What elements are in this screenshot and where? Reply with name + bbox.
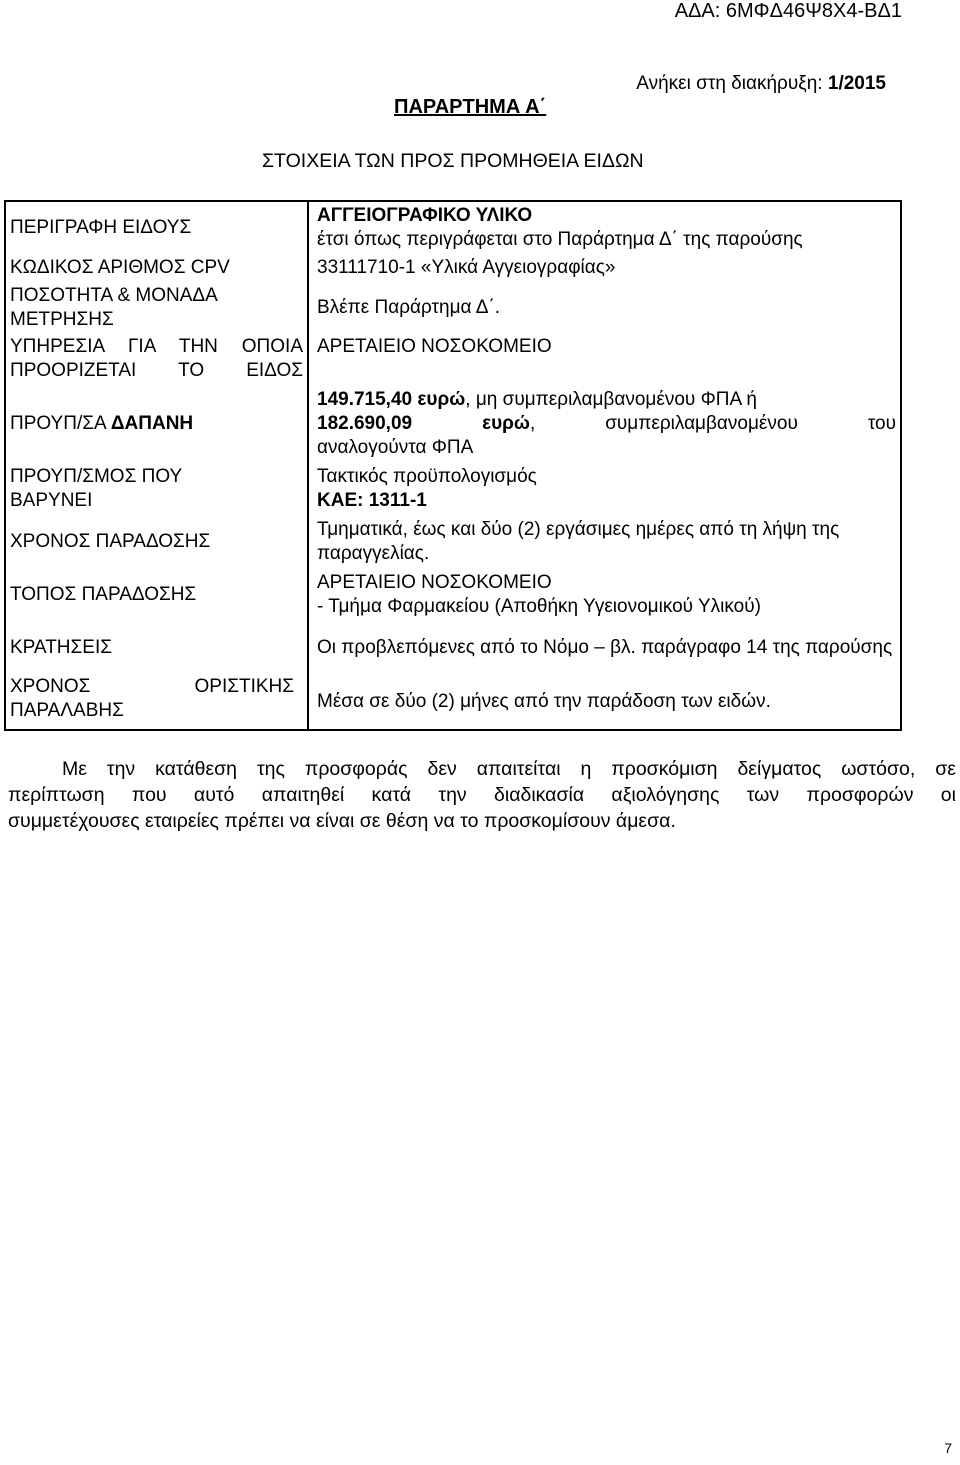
table-row [5, 569, 901, 621]
row-label-bold: ΔΑΠΑΝΗ [110, 413, 194, 434]
item-description: έτσι όπως περιγράφεται στο Παράρτημα Δ΄ της παρούσης [317, 229, 803, 250]
table-row [5, 515, 901, 569]
row-label-text: ΠΡΟΥΠ/ΣΜΟΣ ΠΟΥ ΒΑΡΥΝΕΙ [10, 466, 182, 511]
table-row [5, 675, 901, 730]
currency: ευρώ [482, 413, 530, 434]
table-row [5, 621, 901, 675]
note-line: συμμετέχουσες εταιρείες πρέπει να είναι σε θέση να το προσκομίσουν άμεσα. [8, 810, 676, 832]
tender-reference-value: 1/2015 [827, 73, 886, 94]
table-row [5, 335, 901, 385]
row-label [5, 463, 308, 515]
annex-title: ΠΑΡΑΡΤΗΜΑ Α΄ [394, 96, 547, 118]
delivery-place: ΑΡΕΤΑΙΕΙΟ ΝΟΣΟΚΟΜΕΙΟ [317, 572, 552, 593]
item-name: ΑΓΓΕΙΟΓΡΑΦΙΚΟ ΥΛΙΚΟ [317, 205, 533, 226]
row-label [5, 675, 308, 730]
row-value: Τμηματικά, έως και δύο (2) εργάσιμες ημέρες από τη λήψη της παραγγελίας. [308, 515, 901, 569]
row-value: Βλέπε Παράρτημα Δ΄. [308, 281, 901, 335]
tender-reference-label: Ανήκει στη διακήρυξη: [636, 73, 823, 94]
row-value [308, 201, 901, 254]
row-value: Μέσα σε δύο (2) μήνες από την παράδοση των ειδών. [308, 675, 901, 730]
row-label [5, 335, 308, 385]
row-value [308, 569, 901, 621]
amount-incl-vat: 182.690,09 [317, 413, 413, 434]
amount-note: , συμπεριλαμβανομένου του [529, 413, 897, 434]
row-label: ΚΡΑΤΗΣΕΙΣ [5, 621, 308, 675]
amount-note: , μη συμπεριλαμβανομένου ΦΠΑ ή [465, 389, 757, 410]
table-row [5, 463, 901, 515]
table-row [5, 201, 901, 254]
table-row [5, 281, 901, 335]
ada-code: ΑΔΑ: 6ΜΦΔ46Ψ8Χ4-ΒΔ1 [674, 0, 902, 22]
note-line: περίπτωση που αυτό απαιτηθεί κατά την διαδικασία αξιολόγησης των προσφορών οι [8, 784, 956, 806]
row-value: 33111710-1 «Υλικά Αγγειογραφίας» [308, 254, 901, 281]
tender-reference [636, 73, 886, 95]
row-label: ΠΕΡΙΓΡΑΦΗ ΕΙΔΟΥΣ [5, 201, 308, 254]
specs-table [4, 200, 902, 731]
row-label-text: ΧΡΟΝΟΣ ΟΡΙΣΤΙΚΗΣ ΠΑΡΑΛΑΒΗΣ [10, 676, 294, 721]
note-line: Με την κατάθεση της προσφοράς δεν απαιτείται η προσκόμιση δείγματος ωστόσο, σε [62, 758, 956, 780]
page-number: 7 [944, 1440, 952, 1456]
budget-code: ΚΑΕ: 1311-1 [317, 490, 427, 511]
amount-excl-vat: 149.715,40 [317, 389, 413, 410]
row-value: ΑΡΕΤΑΙΕΙΟ ΝΟΣΟΚΟΜΕΙΟ [308, 335, 901, 385]
table-row [5, 254, 901, 281]
row-label: ΠΟΣΟΤΗΤΑ & ΜΟΝΑΔΑ ΜΕΤΡΗΣΗΣ [5, 281, 308, 335]
currency: ευρώ [417, 389, 466, 410]
row-label-text: ΠΡΟΥΠ/ΣΑ [10, 413, 106, 434]
budget-type: Τακτικός προϋπολογισμός [317, 466, 537, 487]
row-value: Οι προβλεπόμενες από το Νόμο – βλ. παράγραφο 14 της παρούσης [308, 621, 901, 675]
row-label: ΤΟΠΟΣ ΠΑΡΑΔΟΣΗΣ [5, 569, 308, 621]
table-row [5, 385, 901, 463]
amount-note: αναλογούντα ΦΠΑ [317, 437, 474, 458]
row-value [308, 385, 901, 463]
row-label: ΚΩΔΙΚΟΣ ΑΡΙΘΜΟΣ CPV [5, 254, 308, 281]
delivery-department: - Τμήμα Φαρμακείου (Αποθήκη Υγειονομικού Υλικού) [317, 596, 761, 617]
section-subtitle: ΣΤΟΙΧΕΙΑ ΤΩΝ ΠΡΟΣ ΠΡΟΜΗΘΕΙΑ ΕΙΔΩΝ [262, 150, 644, 172]
row-label: ΧΡΟΝΟΣ ΠΑΡΑΔΟΣΗΣ [5, 515, 308, 569]
sample-note [8, 756, 956, 834]
row-label [5, 385, 308, 463]
row-value [308, 463, 901, 515]
row-label-text: ΥΠΗΡΕΣΙΑ ΓΙΑ ΤΗΝ ΟΠΟΙΑ ΠΡΟΟΡΙΖΕΤΑΙ ΤΟ ΕΙΔΟΣ [10, 336, 303, 381]
